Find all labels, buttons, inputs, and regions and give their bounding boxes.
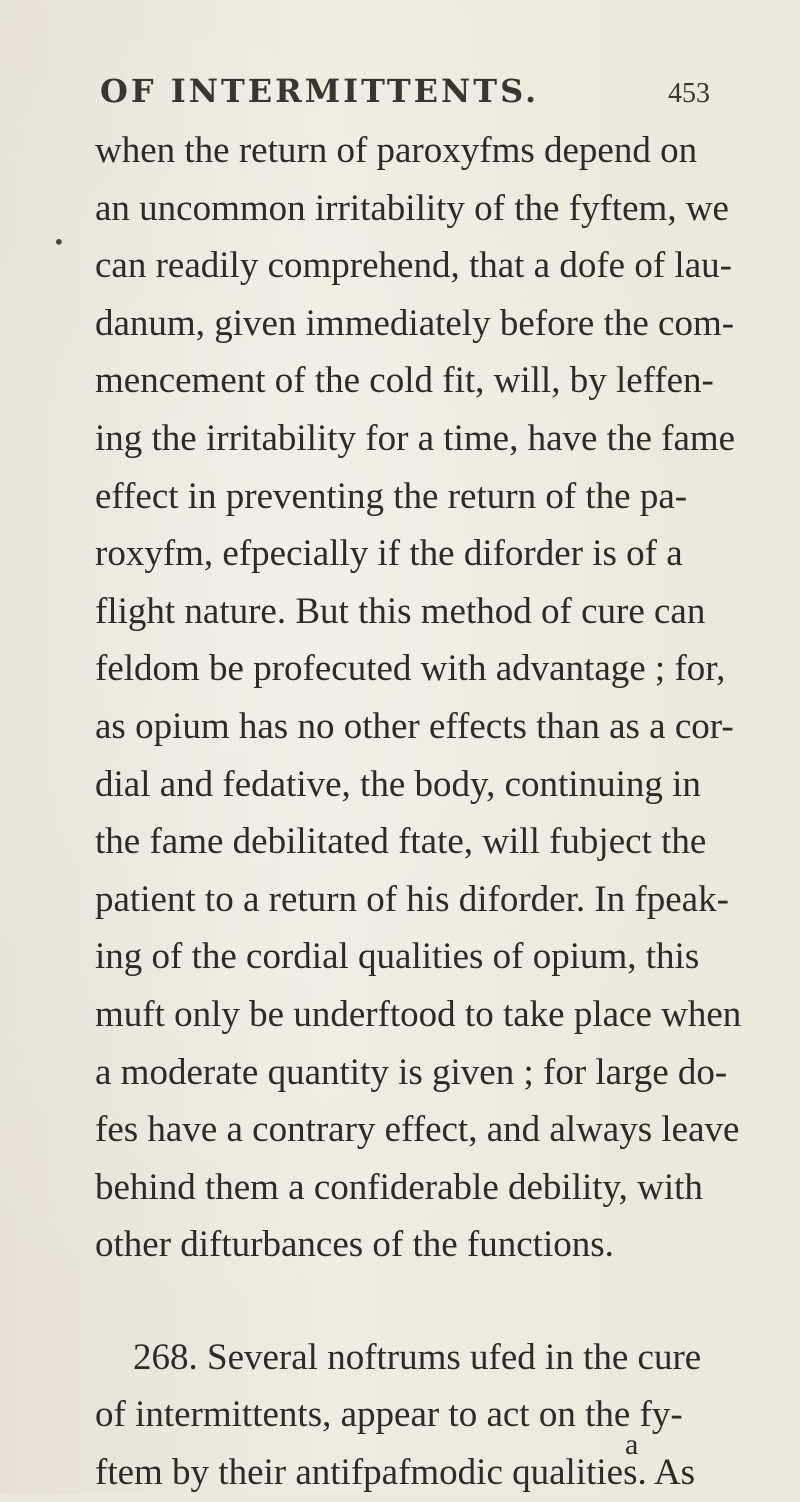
- text-line: ing of the cordial qualities of opium, this: [95, 936, 700, 978]
- text-line: roxyfm, efpecially if the diforder is of a: [95, 533, 683, 575]
- body-text: [95, 122, 785, 1502]
- text-line: ftem by their antifpafmodic qualities. As: [95, 1452, 696, 1494]
- text-line: danum, given immediately before the com-: [95, 302, 735, 344]
- margin-mark: •: [53, 230, 65, 254]
- text-line: flight nature. But this method of cure can: [95, 590, 706, 632]
- text-line: can readily comprehend, that a dofe of lau-: [95, 245, 732, 287]
- text-line: 268. Several noftrums ufed in the cure: [133, 1336, 702, 1378]
- text-line: of intermittents, appear to act on the fy-: [95, 1394, 683, 1436]
- running-head: [100, 70, 710, 118]
- text-line: as opium has no other effects than as a cor-: [95, 705, 734, 747]
- text-line: other difturbances of the functions.: [95, 1224, 614, 1266]
- text-line: muft only be underftood to take place when: [95, 993, 742, 1035]
- paragraph-268: [95, 1329, 785, 1502]
- text-line: dial and fedative, the body, continuing in: [95, 763, 701, 805]
- text-line: an uncommon irritability of the fyftem, we: [95, 187, 729, 229]
- page-number: 453: [668, 78, 710, 109]
- text-line: behind them a confiderable debility, with: [95, 1166, 703, 1208]
- text-line: when the return of paroxyfms depend on: [95, 130, 698, 171]
- text-line: ing the irritability for a time, have the fame: [95, 417, 736, 459]
- text-line: fes have a contrary effect, and always leave: [95, 1109, 740, 1151]
- paragraph-1: [95, 122, 785, 1274]
- text-line: feldom be profecuted with advantage ; for,: [95, 648, 726, 690]
- catchword: a: [625, 1428, 639, 1461]
- text-line: effect in preventing the return of the pa-: [95, 475, 688, 517]
- text-line: patient to a return of his diforder. In fpeak-: [95, 878, 729, 920]
- text-line: the fame debilitated ftate, will fubject the: [95, 821, 707, 863]
- text-line: a moderate quantity is given ; for large do-: [95, 1051, 728, 1093]
- text-line: mencement of the cold fit, will, by leffen-: [95, 360, 714, 402]
- running-title: OF INTERMITTENTS.: [100, 72, 540, 110]
